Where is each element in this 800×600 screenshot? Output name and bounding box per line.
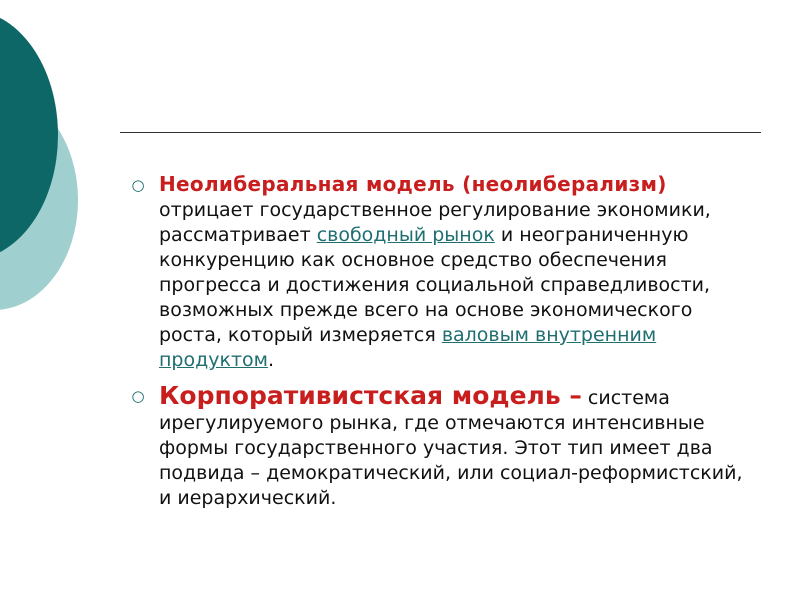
link-gdp[interactable]: валовым внутренним продуктом [159, 324, 657, 371]
bullet-text: и неограниченную конкуренцию как основное средство обеспечения прогресса и достижения социальной справедливости, возможных прежде всего на основе экономического роста, который измеряется [159, 224, 711, 346]
bullet-neoliberal-model [130, 172, 760, 373]
bullet-text: отрицает государственное регулирование экономики, рассматривает [159, 199, 711, 246]
link-free-market[interactable]: свободный рынок [316, 224, 495, 246]
bullet-text: система ирегулируемого рынка, где отмечаются интенсивные формы государственного участия. Этот тип имеет два подвида – демократический, или социал-реформистский, и иерархический. [159, 387, 743, 509]
term-neoliberal-model: Неолиберальная модель (неолиберализм) [159, 172, 667, 196]
bullet-text-end: . [268, 349, 275, 371]
hollow-circle-icon: ○ [131, 176, 145, 194]
hollow-circle-icon: ○ [131, 387, 145, 405]
title-divider [120, 132, 761, 133]
term-corporatist-model: Корпоративистская модель – [159, 381, 582, 410]
slide-content [130, 172, 760, 521]
bullet-corporatist-model [130, 383, 760, 511]
